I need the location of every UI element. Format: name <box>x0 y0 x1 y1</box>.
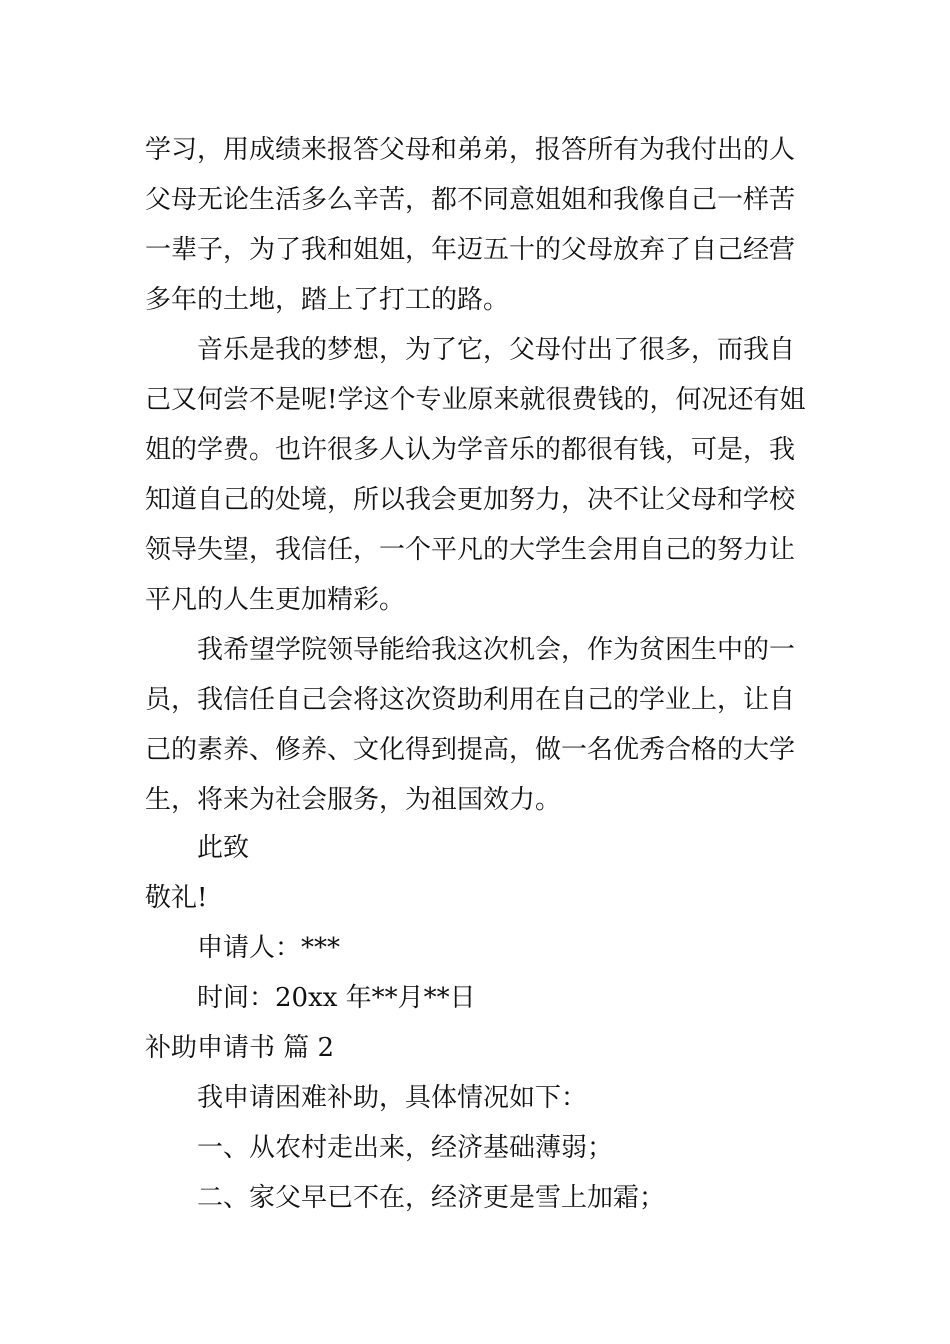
paragraph-line: 生，将来为社会服务，为祖国效力。 <box>145 785 562 815</box>
list-item: 二、家父早已不在，经济更是雪上加霜； <box>197 1183 666 1213</box>
paragraph-line: 音乐是我的梦想，为了它，父母付出了很多，而我自 <box>197 335 796 365</box>
paragraph-line: 己又何尝不是呢!学这个专业原来就很费钱的，何况还有姐 <box>145 385 806 415</box>
paragraph-line: 己的素养、修养、文化得到提高，做一名优秀合格的大学 <box>145 735 796 765</box>
paragraph-line: 知道自己的处境，所以我会更加努力，决不让父母和学校 <box>145 485 796 515</box>
paragraph-line: 学习，用成绩来报答父母和弟弟，报答所有为我付出的人 <box>145 135 796 165</box>
applicant-line: 申请人：*** <box>197 933 341 963</box>
date-line: 时间：20xx 年**月**日 <box>197 983 476 1013</box>
paragraph-line: 姐的学费。也许很多人认为学音乐的都很有钱，可是，我 <box>145 435 796 465</box>
list-item: 一、从农村走出来，经济基础薄弱； <box>197 1133 614 1163</box>
paragraph-line: 一辈子，为了我和姐姐，年迈五十的父母放弃了自己经营 <box>145 235 796 265</box>
section-title: 补助申请书 篇 2 <box>145 1033 335 1063</box>
paragraph-line: 员，我信任自己会将这次资助利用在自己的学业上，让自 <box>145 685 796 715</box>
paragraph-line: 父母无论生活多么辛苦，都不同意姐姐和我像自己一样苦 <box>145 185 796 215</box>
paragraph-line: 多年的土地，踏上了打工的路。 <box>145 285 510 315</box>
paragraph-line: 我希望学院领导能给我这次机会，作为贫困生中的一 <box>197 635 796 665</box>
paragraph-line: 领导失望，我信任，一个平凡的大学生会用自己的努力让 <box>145 535 796 565</box>
salute-line: 敬礼! <box>145 883 208 913</box>
paragraph-line: 平凡的人生更加精彩。 <box>145 585 406 615</box>
closing-line: 此致 <box>197 833 250 863</box>
paragraph-line: 我申请困难补助，具体情况如下： <box>197 1083 588 1113</box>
